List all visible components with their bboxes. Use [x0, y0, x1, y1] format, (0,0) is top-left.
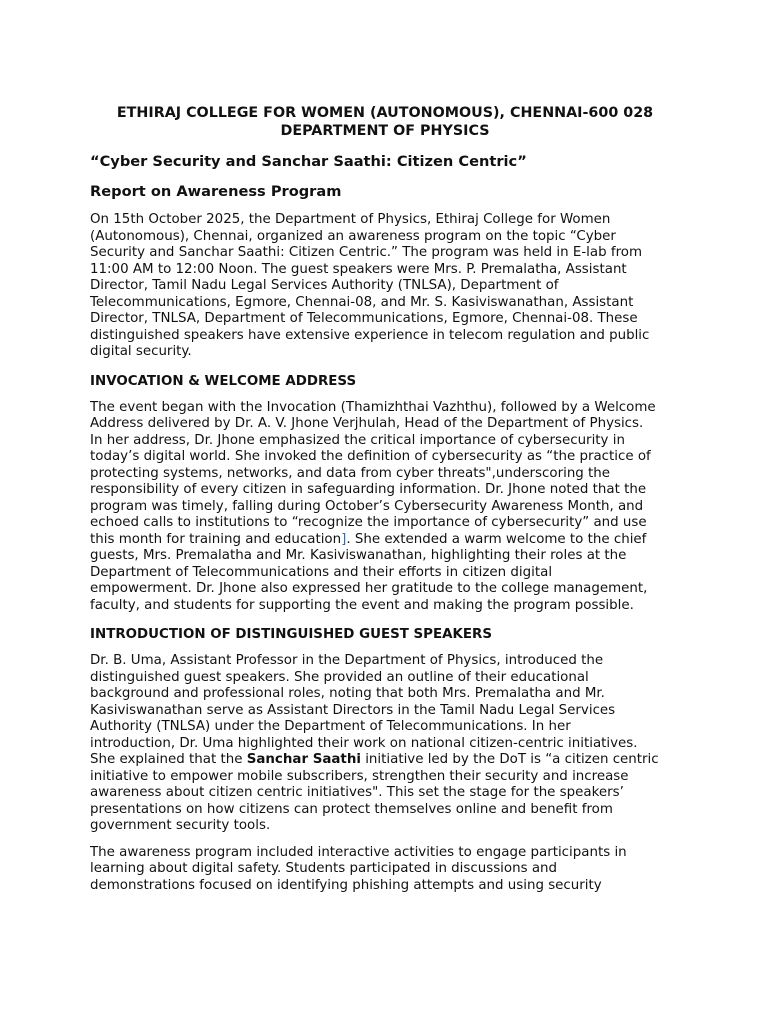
- sanchar-saathi-bold: Sanchar Saathi: [246, 752, 361, 767]
- college-name: ETHIRAJ COLLEGE FOR WOMEN (AUTONOMOUS), CHENNAI-600 028: [116, 105, 654, 121]
- introduction-text-part-1: Dr. B. Uma, Assistant Professor in the Department of Physics, introduced the distinguished guest speakers. She provided an outline of their educational background and professional roles, noting that both Mrs. Premalatha and Mr. Kasiviswanathan serve as Assistant Directors in the Tamil Nadu Legal Services Authority (TNLSA) under the Department of Telecommunications. In her introduction, Dr. Uma highlighted their work on national citizen-centric initiatives. She explained that the: [90, 653, 638, 767]
- invocation-text-part-1: The event began with the Invocation (Thamizhthai Vazhthu), followed by a Welcome Address delivered by Dr. A. V. Jhone Verjhulah, Head of the Department of Physics. In her address, Dr. Jhone emphasized the critical importance of cybersecurity in today’s digital world. She invoked the definition of cybersecurity as “the practice of protecting systems, networks, and data from cyber threats",underscoring the responsibility of every citizen in safeguarding information. Dr. Jhone noted that the program was timely, falling during October’s Cybersecurity Awareness Month, and echoed calls to institutions to “recognize the importance of cybersecurity” and use this month for training and education: [90, 399, 656, 547]
- event-title: “Cyber Security and Sanchar Saathi: Citizen Centric”: [90, 153, 527, 170]
- invocation-heading: INVOCATION & WELCOME ADDRESS: [90, 373, 357, 389]
- report-heading: Report on Awareness Program: [90, 183, 342, 200]
- introduction-paragraph: [90, 653, 680, 835]
- introduction-text-part-2: initiative led by the DoT is “a citizen centric initiative to empower mobile subscribers, strengthen their security and increase awareness about citizen centric initiatives". This set the stage for the speakers’ presentations on how citizens can protect themselves online and benefit from government security tools.: [90, 752, 659, 833]
- intro-paragraph: On 15th October 2025, the Department of Physics, Ethiraj College for Women (Autonomous), Chennai, organized an awareness program on the topic “Cyber Security and Sanchar Saathi: Citizen Centric.” The program was held in E-lab from 11:00 AM to 12:00 Noon. The guest speakers were Mrs. P. Premalatha, Assistant Director, Tamil Nadu Legal Services Authority (TNLSA), Department of Telecommunications, Egmore, Chennai-08, and Mr. S. Kasiviswanathan, Assistant Director, TNLSA, Department of Telecommunications, Egmore, Chennai-08. These distinguished speakers have extensive experience in telecom regulation and public digital security.: [90, 212, 650, 359]
- introduction-heading: INTRODUCTION OF DISTINGUISHED GUEST SPEAKERS: [90, 627, 492, 642]
- invocation-text-part-2: . She extended a warm welcome to the chief guests, Mrs. Premalatha and Mr. Kasiviswanathan, highlighting their roles at the Department of Telecommunications and their efforts in citizen digital empowerment. Dr. Jhone also expressed her gratitude to the college management, faculty, and students for supporting the event and making the program possible.: [90, 531, 648, 613]
- department-name: DEPARTMENT OF PHYSICS: [280, 123, 490, 139]
- invocation-paragraph: [90, 400, 680, 615]
- citation-bracket: ]: [341, 531, 347, 547]
- activities-paragraph: The awareness program included interactive activities to engage participants in learning about digital safety. Students participated in discussions and demonstrations focused on identifying phishing attempts and using security: [90, 844, 627, 893]
